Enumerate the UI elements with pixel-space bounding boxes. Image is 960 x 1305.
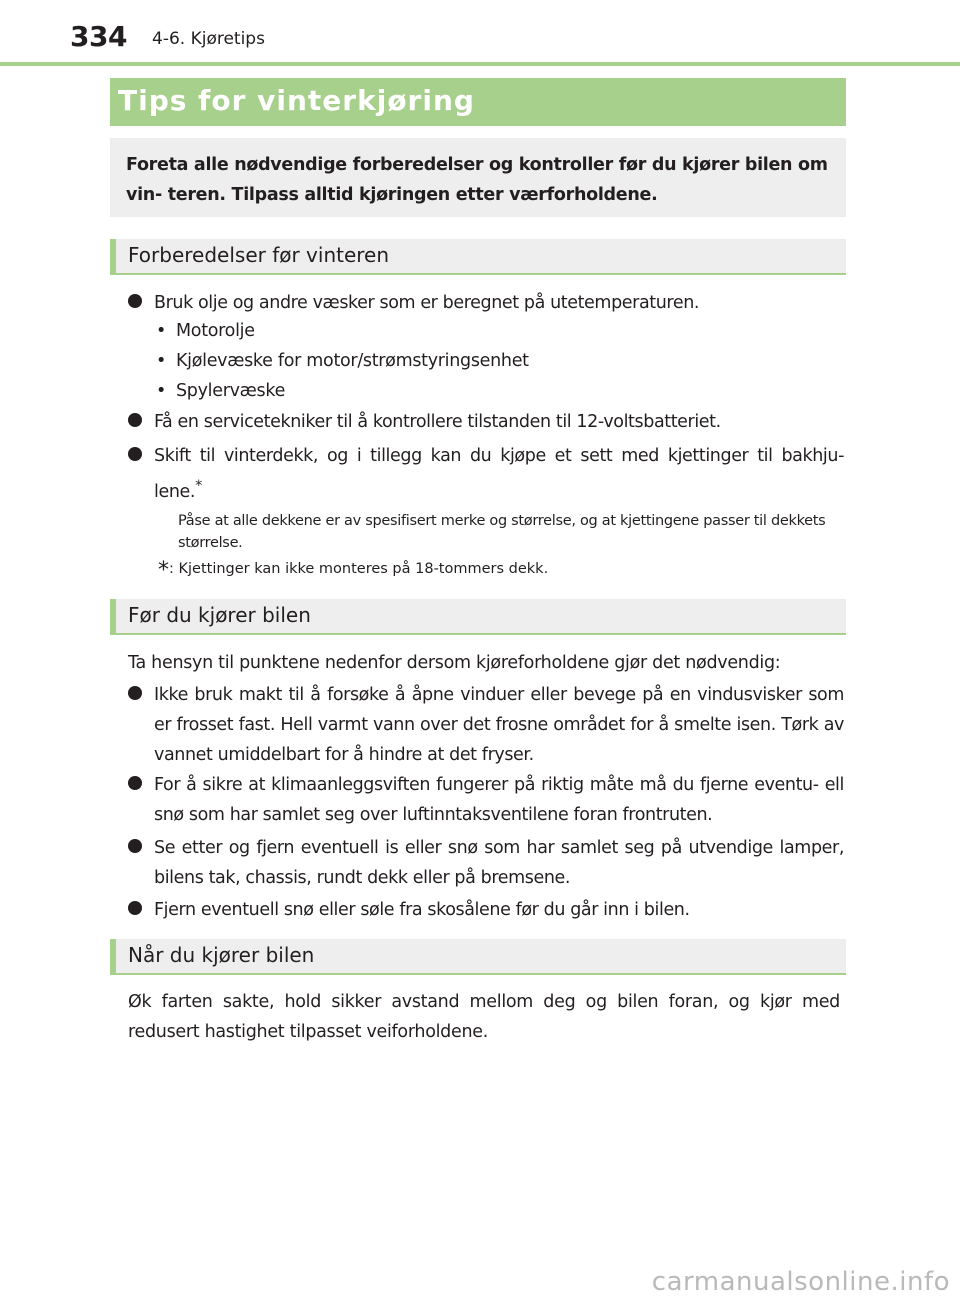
bullet-icon	[128, 686, 142, 700]
list-item-text: Fjern eventuell snø eller søle fra skosålene før du går inn i bilen.	[154, 900, 690, 920]
sub-list-item	[156, 316, 836, 346]
watermark-text: carmanualsonline.info	[651, 1267, 950, 1297]
section-heading-label: Når du kjører bilen	[128, 943, 315, 967]
sub-list-item-text: Kjølevæske for motor/strømstyringsenhet	[176, 351, 529, 371]
chapter-title: 4-6. Kjøretips	[152, 29, 265, 49]
list-item-text: Ikke bruk makt til å forsøke å åpne vinduer eller bevege på en vindusvisker som er frosset fast. Hell varmt vann over det frosne området for å smelte isen. Tørk av vannet umiddelbart for å hindre at det fryser.	[154, 685, 844, 765]
list-item-text	[154, 441, 844, 507]
dot-icon: •	[156, 321, 167, 341]
sub-list-item-text: Motorolje	[176, 321, 255, 341]
page-header	[0, 0, 960, 66]
bullet-icon	[128, 839, 142, 853]
list-item-text: Se etter og fjern eventuell is eller snø som har samlet seg på utvendige lamper, bilens tak, chassis, rundt dekk eller på bremsene.	[154, 838, 844, 888]
dot-icon: •	[156, 351, 167, 371]
intro-text: Foreta alle nødvendige forberedelser og kontroller før du kjører bilen om vin- teren. Tilpass alltid kjøringen etter værforholdene.	[126, 155, 828, 205]
intro-box	[110, 138, 846, 217]
note-text: Påse at alle dekkene er av spesifisert merke og størrelse, og at kjettingene passer til dekkets størrelse.	[178, 513, 826, 551]
footnote-reference: *	[195, 477, 202, 494]
page-number: 334	[70, 20, 127, 53]
footnote-mark: *	[158, 558, 169, 583]
title-banner	[110, 78, 846, 126]
bullet-icon	[128, 413, 142, 427]
bullet-icon	[128, 447, 142, 461]
section-heading-before-driving	[110, 599, 846, 635]
bullet-icon	[128, 776, 142, 790]
bullet-icon	[128, 901, 142, 915]
list-item-body: Skift til vinterdekk, og i tillegg kan du kjøpe et sett med kjettinger til bakhju- lene.	[154, 446, 844, 502]
sub-list-item-text: Spylervæske	[176, 381, 286, 401]
footnote-text: : Kjettinger kan ikke monteres på 18-tommers dekk.	[169, 561, 549, 577]
list-item-text: Bruk olje og andre væsker som er beregnet på utetemperaturen.	[154, 293, 700, 313]
list-item-text: Få en servicetekniker til å kontrollere tilstanden til 12-voltsbatteriet.	[154, 412, 721, 432]
section-heading-while-driving	[110, 939, 846, 975]
section-paragraph: Øk farten sakte, hold sikker avstand mellom deg og bilen foran, og kjør med redusert hastighet tilpasset veiforholdene.	[128, 992, 840, 1042]
section-intro: Ta hensyn til punktene nedenfor dersom kjøreforholdene gjør det nødvendig:	[128, 653, 781, 673]
footnote	[158, 558, 838, 582]
bullet-icon	[128, 294, 142, 308]
section-heading-label: Før du kjører bilen	[128, 603, 311, 627]
section-heading-preparations	[110, 239, 846, 275]
dot-icon: •	[156, 381, 167, 401]
section-heading-label: Forberedelser før vinteren	[128, 243, 390, 267]
page-title: Tips for vinterkjøring	[118, 84, 475, 117]
watermark	[490, 1263, 960, 1305]
sub-list-item	[156, 346, 836, 376]
sub-list-item	[156, 376, 836, 406]
list-item-text: For å sikre at klimaanleggsviften fungerer på riktig måte må du fjerne eventu- ell snø som har samlet seg over luftinntaksventilene foran frontruten.	[154, 775, 844, 825]
